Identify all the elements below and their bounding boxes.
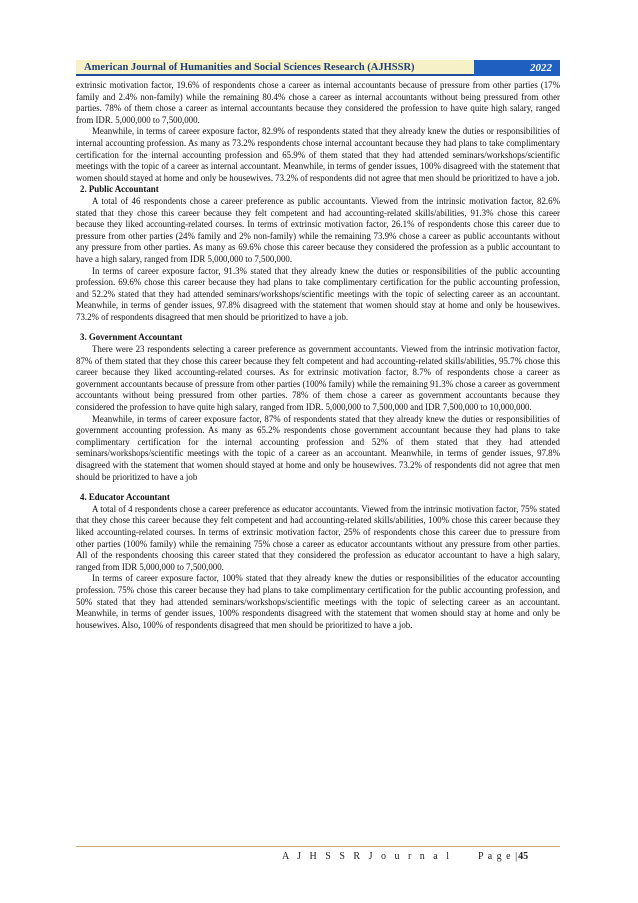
paragraph: In terms of career exposure factor, 91.3% stated that they already knew the duties or responsibilities of the public accounting profession. 69.6% chose this career because they had plans to take complimentary certification for the public accounting profession, and 52.2% stated that they had attended seminars/workshops/scientific meetings with the topic of selecting career as an accountant. Meanwhile, in terms of gender issues, 97.8% disagreed with the statement that women should stay at home and only be housewives. 73.2% of respondents disagreed that men should be prioritized to have a job. (76, 265, 560, 322)
journal-title: American Journal of Humanities and Social Sciences Research (AJHSSR) (76, 60, 474, 76)
footer-journal-name: A J H S S R J o u r n a l (282, 851, 453, 862)
paragraph: extrinsic motivation factor, 19.6% of respondents chose a career as internal accountants because of pressure from other parties (17% family and 2.4% non-family) while the remaining 80.4% chose a career as internal accountants without being pressured from other parties. 78% of them chose a career as internal accountants because they considered the profession to have quite high salary, ranged from IDR. 5,000,000 to 7,500,000. (76, 80, 560, 125)
section-heading-government-accountant: 3. Government Accountant (80, 332, 183, 343)
paragraph: A total of 46 respondents chose a career preference as public accountants. Viewed from the intrinsic motivation factor, 82.6% stated that they chose this career because they felt competent and had accounting-related skills/abilities, 91.3% chose this career because they liked accounting-related courses. In terms of extrinsic motivation factor, 26.1% of respondents chose this career due to pressure from other parties (24% family and 2% non-family) while the remaining 73.9% chose a career as public accountants without any pressure from other parties. As many as 69.6% chose this career because they considered the profession as a public accountant to have a high salary, ranged from IDR 5,000,000 to 7,500,000. (76, 195, 560, 264)
paragraph: In terms of career exposure factor, 100% stated that they already knew the duties or responsibilities of the educator accounting profession. 75% chose this career because they had plans to take complimentary certification for the public accounting profession, and 50% stated that they had attended seminars/workshops/scientific meetings with the topic of selecting career as an accountant. Meanwhile, in terms of gender issues, 100% respondents disagreed with the statement that women should stay at home and only be housewives. Also, 100% of respondents disagreed that men should be prioritized to have a job. (76, 573, 560, 630)
spacer (76, 323, 560, 332)
section-heading-public-accountant: 2. Public Accountant (80, 184, 159, 195)
paragraph: A total of 4 respondents chose a career preference as educator accountants. Viewed from the intrinsic motivation factor, 75% stated that they chose this career because they felt competent and had accounting-related skills/abilities, 100% chose this career because they liked accounting-related courses. In terms of extrinsic motivation factor, 25% of respondents chose this career due to pressure from other parties (100% family) while the remaining 75% chose a career as educator accountants without any pressure from other parties. All of the respondents choosing this career stated that they considered the profession as educator accountant to have a high salary, ranged from IDR 5,000,000 to 7,500,000. (76, 503, 560, 572)
page-header (76, 60, 560, 76)
page-number: 45 (518, 851, 529, 862)
paragraph: Meanwhile, in terms of career exposure factor, 82.9% of respondents stated that they already knew the duties or responsibilities of internal accounting profession. As many as 73.2% respondents chose internal accountant because they had plans to take complimentary certification for the internal accounting profession and 65.9% of them stated that they had attended seminars/workshops/scientific meetings with the topic of a career as internal accountant. Meanwhile, in terms of gender issues, 100% disagreed with the statement that women should stayed at home and only be housewives. 73.2% of respondents did not agree that men should be prioritized to have a job. (76, 126, 560, 183)
footer-page-number (478, 851, 528, 862)
journal-year: 2022 (474, 60, 560, 76)
page-label: P a g e | (478, 851, 519, 862)
paragraph: There were 23 respondents selecting a career preference as government accountants. Viewed from the intrinsic motivation factor, 87% of them stated that they chose this career because they felt competent and had accounting-related skills/abilities, 95.7% chose this career because they liked accounting-related courses. As for extrinsic motivation factor, 8.7% of respondents chose a career as government accountants because of pressure from other parties (100% family) while the remaining 91.3% chose a career as government accountants without being pressured from other parties. 78% of them chose a career as government accountants because they considered the profession to have quite high salary, ranged from IDR. 5,000,000 to 7,500,000 and IDR 7,500,000 to 10,000,000. (76, 344, 560, 413)
article-body (76, 80, 560, 631)
section-heading-educator-accountant: 4. Educator Accountant (80, 492, 170, 503)
paragraph: Meanwhile, in terms of career exposure factor, 87% of respondents stated that they already knew the duties or responsibilities of government accounting profession. As many as 65.2% respondents chose government accountant because they had plans to take complimentary certification for the internal accounting profession and 52% of them stated that they had attended seminars/workshops/scientific meetings with the topic of a career as an accountant. Meanwhile, in terms of gender issues, 97.8% disagreed with the statement that women should stayed at home and only be housewives. 73.2% of respondents did not agree that men should be prioritized to have a job (76, 413, 560, 482)
spacer (76, 483, 560, 492)
footer-rule (76, 846, 560, 847)
